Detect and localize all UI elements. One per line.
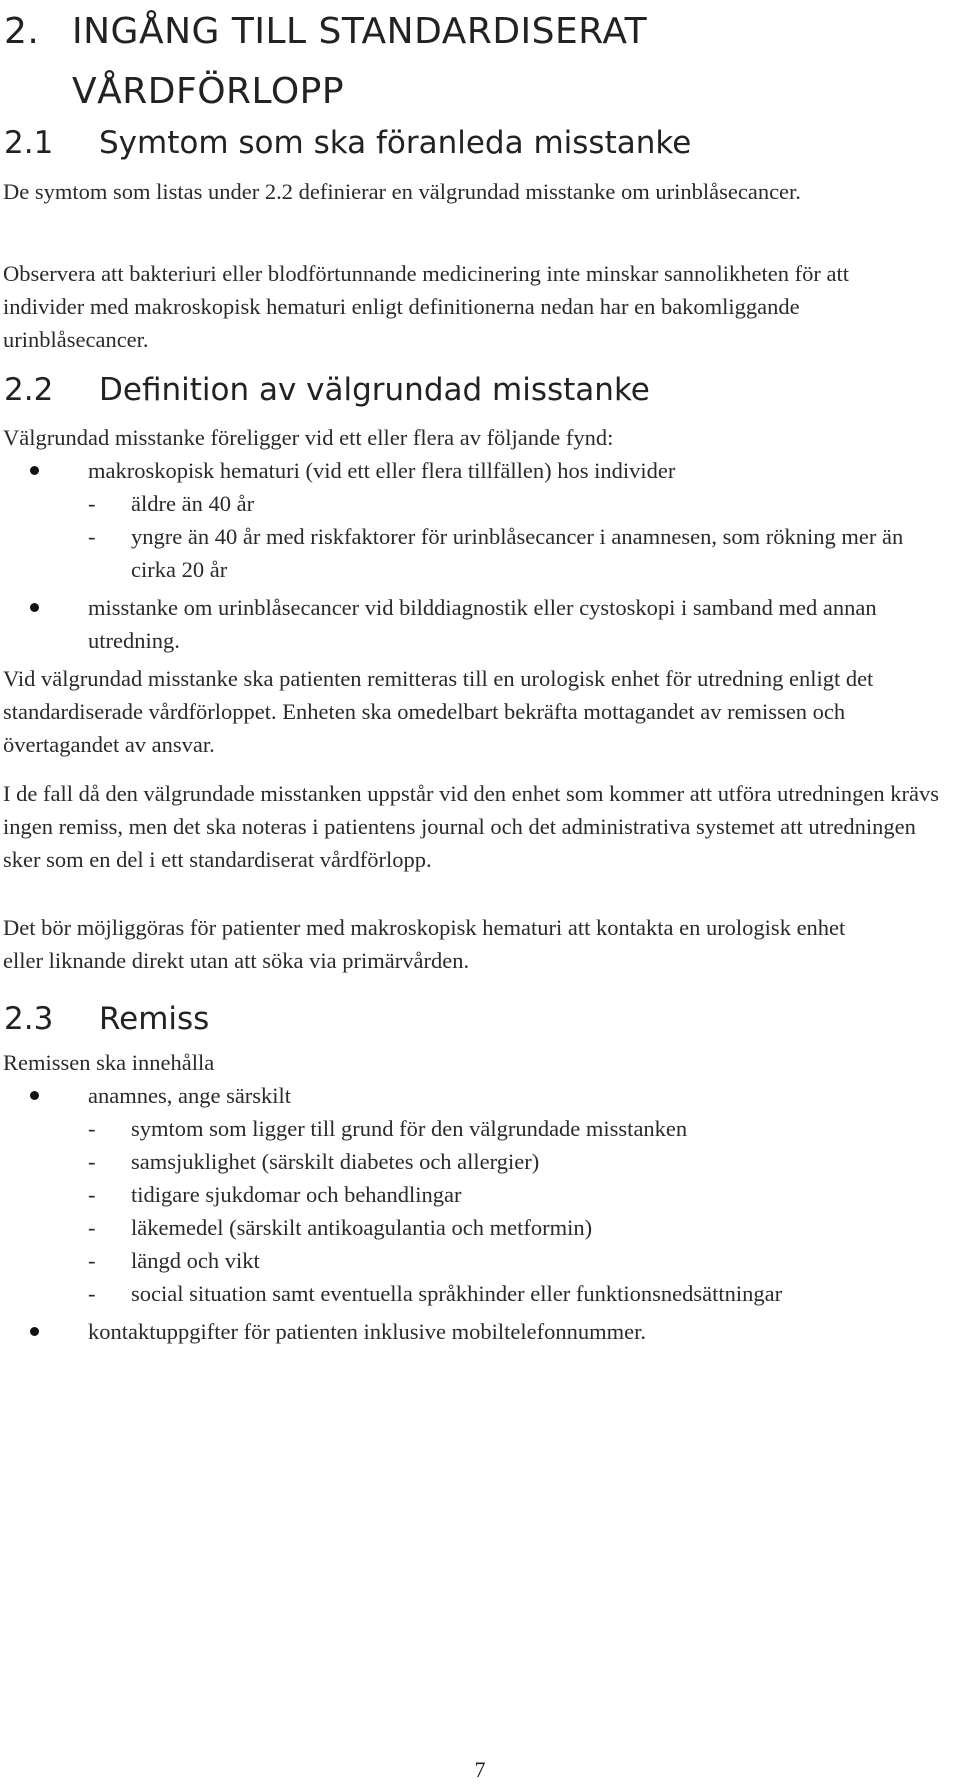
dash-icon: - [88, 1116, 96, 1141]
page-number: 7 [474, 1757, 486, 1782]
paragraph: Observera att bakteriuri eller blodförtunnande medicinering inte minskar sannolikheten för att individer med makroskopisk hematuri enligt definitionerna nedan har en bakomliggande urinblåsecancer. [3, 261, 849, 352]
sub-list-item: - tidigare sjukdomar och behandlingar [3, 1178, 943, 1211]
dash-icon: - [88, 524, 96, 549]
dash-icon: - [88, 1248, 96, 1273]
section-number: 2.3 [4, 1001, 54, 1037]
bullet-icon [30, 1327, 39, 1336]
sub-list-item: - äldre än 40 år [3, 487, 943, 520]
section-2-3-heading [4, 999, 934, 1039]
sub-list-item: - samsjuklighet (särskilt diabetes och allergier) [3, 1145, 943, 1178]
section-title: Symtom som ska föranleda misstanke [99, 125, 692, 161]
dash-icon: - [88, 1182, 96, 1207]
section-2-1-heading [4, 123, 934, 163]
paragraph: Det bör möjliggöras för patienter med makroskopisk hematuri att kontakta en urologisk enhet eller liknande direkt utan att söka via primärvården. [3, 915, 846, 973]
list-item: anamnes, ange särskilt [3, 1079, 943, 1112]
section-2-2-heading [4, 370, 934, 410]
chapter-number: 2. [4, 11, 40, 52]
section-title: Definition av välgrundad misstanke [99, 372, 650, 408]
bullet-icon [30, 603, 39, 612]
chapter-title-line2: VÅRDFÖRLOPP [72, 71, 345, 112]
bullet-list [3, 454, 943, 657]
dash-icon: - [88, 491, 96, 516]
dash-icon: - [88, 1215, 96, 1240]
sub-list-item: - yngre än 40 år med riskfaktorer för urinblåsecancer i anamnesen, som rökning mer än cirka 20 år [3, 520, 931, 586]
paragraph: I de fall då den välgrundade misstanken uppstår vid den enhet som kommer att utföra utredningen krävs ingen remiss, men det ska noteras i patientens journal och det administrativa systemet att utredningen sker som en del i ett standardiserat vårdförlopp. [3, 781, 939, 872]
sub-list-item: - social situation samt eventuella språkhinder eller funktionsnedsättningar [3, 1277, 943, 1310]
sub-list-item: - längd och vikt [3, 1244, 943, 1277]
sub-list-item: - läkemedel (särskilt antikoagulantia och metformin) [3, 1211, 943, 1244]
section-number: 2.2 [4, 372, 54, 408]
bullet-icon [30, 466, 39, 475]
dash-icon: - [88, 1281, 96, 1306]
section-number: 2.1 [4, 125, 54, 161]
dash-icon: - [88, 1149, 96, 1174]
list-item: makroskopisk hematuri (vid ett eller flera tillfällen) hos individer [3, 454, 943, 487]
bullet-list [3, 1079, 943, 1348]
paragraph: Välgrundad misstanke föreligger vid ett eller flera av följande fynd: [3, 425, 614, 450]
paragraph: Vid välgrundad misstanke ska patienten remitteras till en urologisk enhet för utredning enligt det standardiserade vårdförloppet. Enheten ska omedelbart bekräfta mottagandet av remissen och övertagandet av ansvar. [3, 666, 874, 757]
section-title: Remiss [99, 1001, 210, 1037]
sub-list-item: - symtom som ligger till grund för den välgrundade misstanken [3, 1112, 943, 1145]
list-item: misstanke om urinblåsecancer vid bilddiagnostik eller cystoskopi i samband med annan utredning. [3, 591, 948, 657]
bullet-icon [30, 1091, 39, 1100]
list-item: kontaktuppgifter för patienten inklusive mobiltelefonnummer. [3, 1315, 943, 1348]
chapter-heading [4, 2, 934, 122]
chapter-title-line1: INGÅNG TILL STANDARDISERAT [72, 11, 648, 52]
paragraph: Remissen ska innehålla [3, 1050, 215, 1075]
paragraph: De symtom som listas under 2.2 definierar en välgrundad misstanke om urinblåsecancer. [3, 179, 801, 204]
